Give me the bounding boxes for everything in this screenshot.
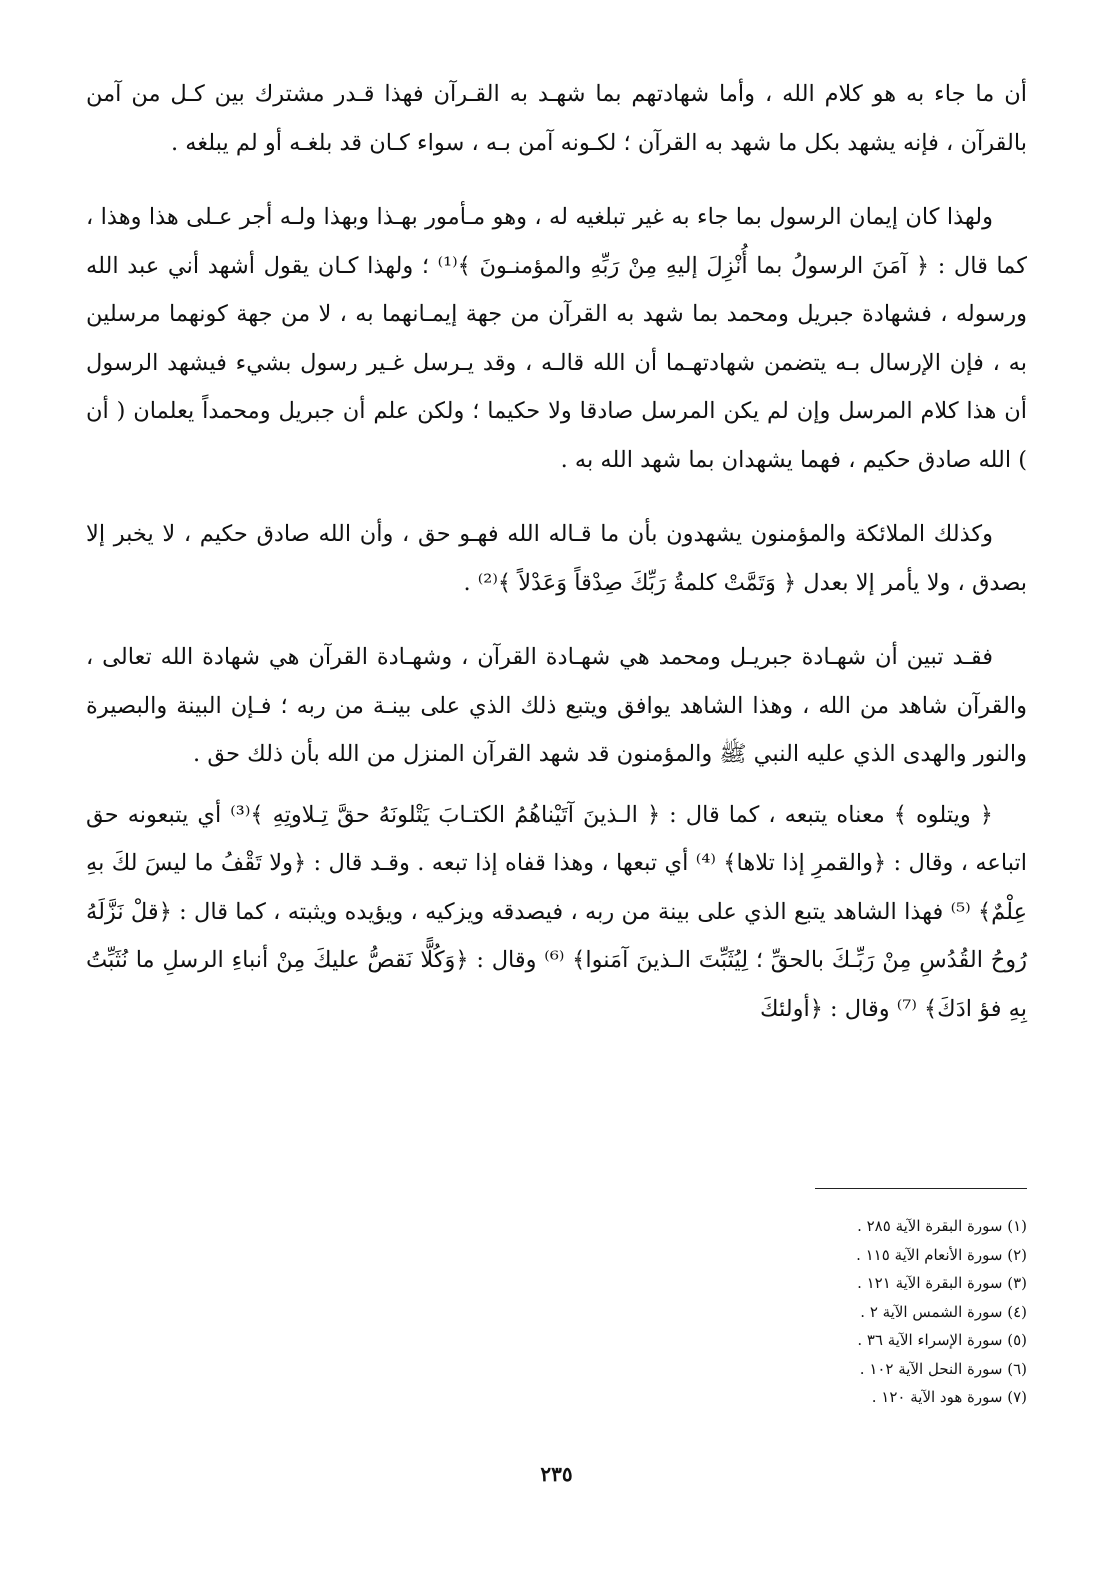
footnote-5: (٥) سورة الإسراء الآية ٣٦ . (857, 1331, 1027, 1349)
main-text (86, 70, 1027, 1033)
footnotes (856, 1212, 1027, 1412)
paragraph-gap (86, 484, 1027, 510)
page-number: ٢٣٥ (540, 1462, 573, 1486)
footnote-3: (٣) سورة البقرة الآية ١٢١ . (857, 1274, 1027, 1292)
footnote-1: (١) سورة البقرة الآية ٢٨٥ . (857, 1217, 1027, 1235)
paragraph-1: أن ما جاء به هو كلام الله ، وأما شهادتهم بما شهـد به القـرآن فهذا قـدر مشترك بين كـل من آمن بالقرآن ، فإنه يشهد بكل ما شهد به القرآن ؛ لكـونه آمن بـه ، سواء كـان قد بلغـه أو لم يبلغه . (86, 81, 1027, 156)
paragraph-gap (86, 167, 1027, 193)
footnote-4: (٤) سورة الشمس الآية ٢ . (860, 1302, 1027, 1321)
paragraph-3: وكذلك الملائكة والمؤمنون يشهدون بأن ما قـاله الله فهـو حق ، وأن الله صادق حكيم ، لا يخبر إلا بصدق ، ولا يأمر إلا بعدل ﴿ وَتَمَّتْ كلمةُ رَبِّكَ صِدْقاً وَعَدْلاً ﴾⁽²⁾ . (86, 521, 1027, 596)
paragraph-gap (86, 607, 1027, 633)
footnote-7: (٧) سورة هود الآية ١٢٠ . (871, 1388, 1027, 1406)
footnote-6: (٦) سورة النحل الآية ١٠٢ . (859, 1359, 1027, 1378)
footnote-2: (٢) سورة الأنعام الآية ١١٥ . (856, 1245, 1027, 1264)
paragraph-4: فقـد تبين أن شهـادة جبريـل ومحمد هي شهـادة القرآن ، وشهـادة القرآن هي شهادة الله تعالى ، والقرآن شاهد من الله ، وهذا الشاهد يوافق ويتبع ذلك الذي على بينـة من ربه ؛ فـإن البينة والبصيرة والنور والهدى الذي عليه النبي ﷺ والمؤمنون قد شهد القرآن المنزل من الله بأن ذلك حق . (86, 644, 1027, 767)
paragraph-gap (86, 779, 1027, 791)
paragraph-5: ﴿ ويتلوه ﴾ معناه يتبعه ، كما قال : ﴿ الـذينَ آتَيْناهُمُ الكتـابَ يَتْلونَهُ حقَّ تِـلاوتِهِ ﴾⁽³⁾ أي يتبعونه حق اتباعه ، وقال : ﴿والقمرِ إذا تلاها﴾ ⁽⁴⁾ أي تبعها ، وهذا قفاه إذا تبعه . وقـد قال : ﴿ولا تَقْفُ ما ليسَ لكَ بهِ عِلْمٌ﴾ ⁽⁵⁾ فهذا الشاهد يتبع الذي على بينة من ربه ، فيصدقه ويزكيه ، ويؤيده ويثبته ، كما قال : ﴿قلْ نَزَّلَهُ رُوحُ القُدُسِ مِنْ رَبِّـكَ بالحقِّ ؛ لِيُثَبِّتَ الـذينَ آمَنوا﴾ ⁽⁶⁾ وقال : ﴿وَكُلًّا نَقصُّ عليكَ مِنْ أنباءِ الرسلِ ما نُثَبِّتُ بِهِ فؤ ادَكَ﴾ ⁽⁷⁾ وقال : ﴿أولئكَ (86, 801, 1027, 1022)
paragraph-2: ولهذا كان إيمان الرسول بما جاء به غير تبلغيه له ، وهو مـأمور بهـذا وبهذا ولـه أجر عـلى هذا وهذا ، كما قال : ﴿ آمَنَ الرسولُ بما أُنْزِلَ إليهِ مِنْ رَبِّهِ والمؤمنـونَ ﴾⁽¹⁾ ؛ ولهذا كـان يقول أشهد أني عبد الله ورسوله ، فشهادة جبريل ومحمد بما شهد به القرآن من جهة إيمـانهما به ، لا من جهة كونهما مرسلين به ، فإن الإرسال بـه يتضمن شهادتهـما أن الله قالـه ، وقد يـرسل غـير رسول بشيء فيشهد الرسول أن هذا كلام المرسل وإن لم يكن المرسل صادقا ولا حكيما ؛ ولكن علم أن جبريل ومحمداً يعلمان ( أن ) الله صادق حكيم ، فهما يشهدان بما شهد الله به . (86, 204, 1027, 473)
footnote-separator (815, 1188, 1027, 1189)
